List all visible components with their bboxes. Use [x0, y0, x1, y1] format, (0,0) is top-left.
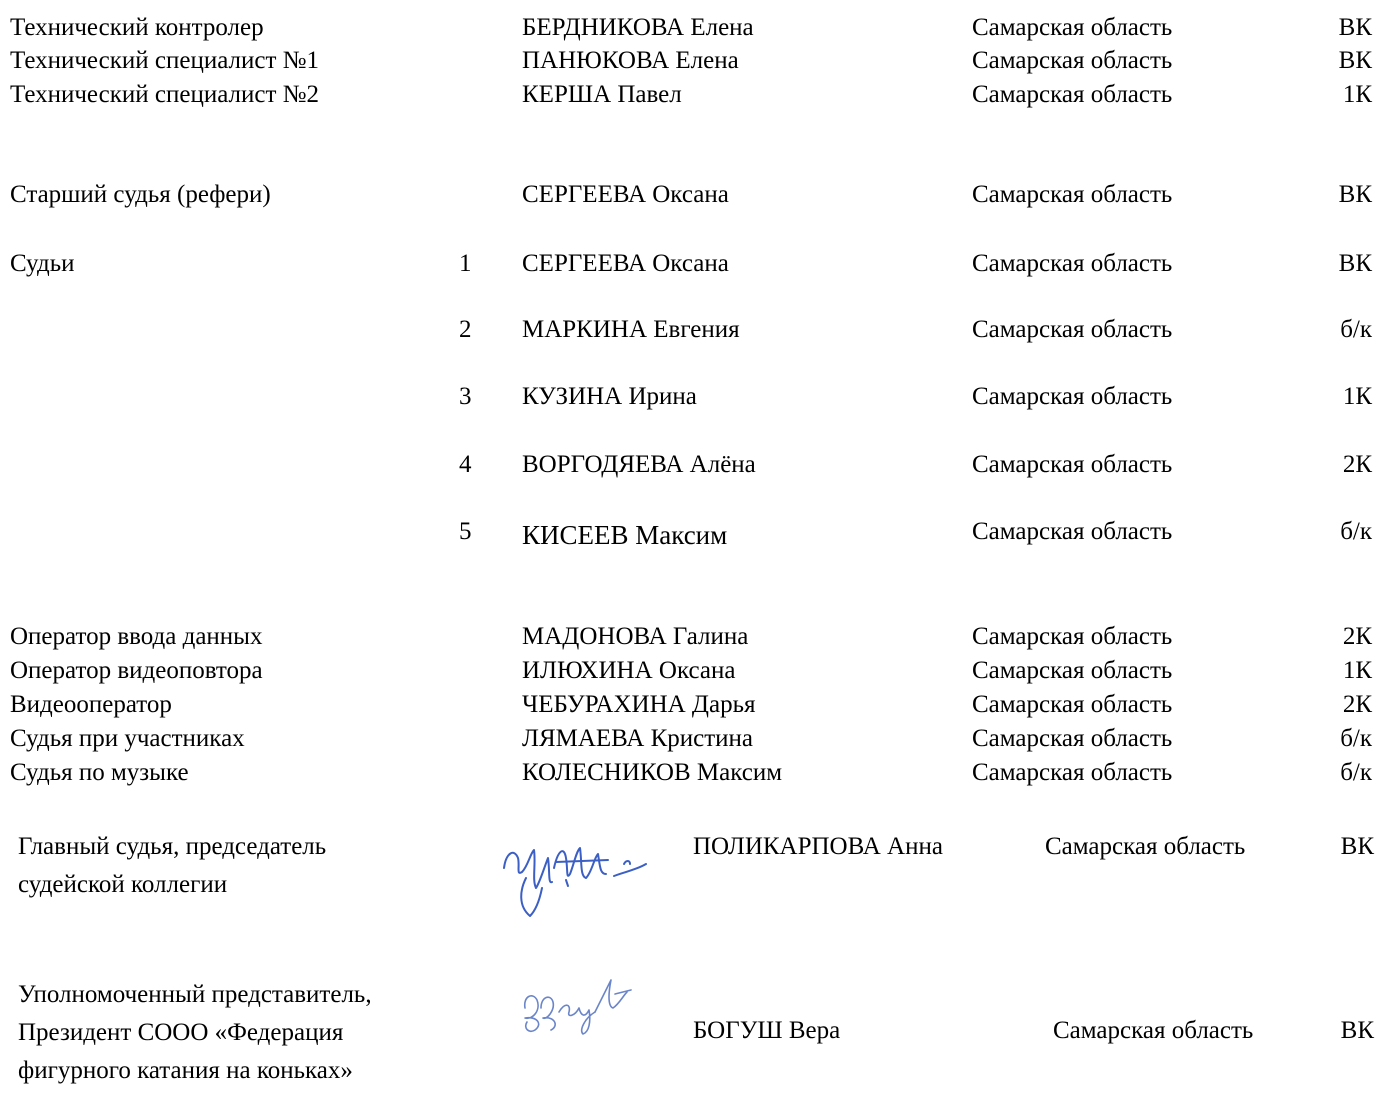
judge-row [0, 247, 1380, 281]
operator-row [0, 654, 1380, 688]
judge-number: 1 [459, 250, 472, 277]
role: Старший судья (рефери) [10, 181, 271, 208]
operator-row [0, 756, 1380, 790]
region: Самарская область [972, 181, 1173, 208]
person-name: КИСЕЕВ Максим [522, 520, 728, 550]
region: Самарская область [972, 691, 1173, 718]
rank: 1К [1342, 657, 1372, 684]
representative-signature [515, 968, 645, 1048]
region: Самарская область [972, 383, 1173, 410]
judge-number: 4 [459, 451, 472, 478]
region: Самарская область [972, 250, 1173, 277]
person-name: БЕРДНИКОВА Елена [522, 14, 754, 41]
region: Самарская область [972, 725, 1173, 752]
role-line: судейской коллегии [18, 871, 228, 898]
region: Самарская область [972, 451, 1173, 478]
official-row [0, 11, 1380, 45]
rank: б/к [1340, 725, 1372, 752]
person-name: ЛЯМАЕВА Кристина [522, 725, 754, 752]
role-line: фигурного катания на коньках» [18, 1057, 353, 1084]
judge-number: 5 [459, 518, 472, 545]
judge-row [0, 313, 1380, 347]
person-name: КЕРША Павел [522, 81, 682, 108]
rank: ВК [1338, 47, 1372, 74]
rank: 1К [1342, 383, 1372, 410]
official-row [0, 44, 1380, 78]
judges-label: Судьи [10, 250, 75, 277]
referee-row [0, 178, 1380, 212]
rank: б/к [1340, 316, 1372, 343]
operator-row [0, 620, 1380, 654]
representative-block [0, 976, 1380, 1106]
person-name: БОГУШ Вера [693, 1017, 841, 1044]
role: Технический специалист №1 [10, 47, 320, 74]
rank: ВК [1338, 14, 1372, 41]
judge-row [0, 515, 1380, 549]
person-name: ПАНЮКОВА Елена [522, 47, 739, 74]
judge-number: 3 [459, 383, 472, 410]
role: Технический контролер [10, 14, 264, 41]
role: Видеооператор [10, 691, 172, 718]
region: Самарская область [1053, 1017, 1254, 1044]
region: Самарская область [972, 518, 1173, 545]
role: Судья при участниках [10, 725, 245, 752]
region: Самарская область [1045, 833, 1246, 860]
role-line: Президент СООО «Федерация [18, 1019, 344, 1046]
person-name: СЕРГЕЕВА Оксана [522, 181, 729, 208]
region: Самарская область [972, 657, 1173, 684]
person-name: МАДОНОВА Галина [522, 623, 749, 650]
judge-row [0, 380, 1380, 414]
rank: 2К [1342, 623, 1372, 650]
operator-row [0, 688, 1380, 722]
person-name: СЕРГЕЕВА Оксана [522, 250, 729, 277]
role: Технический специалист №2 [10, 81, 320, 108]
rank: 2К [1342, 451, 1372, 478]
role: Судья по музыке [10, 759, 189, 786]
rank: ВК [1340, 1017, 1374, 1044]
operator-row [0, 722, 1380, 756]
chief-judge-signature [496, 828, 656, 928]
rank: 1К [1342, 81, 1372, 108]
region: Самарская область [972, 14, 1173, 41]
person-name: ПОЛИКАРПОВА Анна [693, 833, 943, 860]
region: Самарская область [972, 316, 1173, 343]
person-name: ЧЕБУРАХИНА Дарья [522, 691, 756, 718]
region: Самарская область [972, 47, 1173, 74]
person-name: ВОРГОДЯЕВА Алёна [522, 451, 756, 478]
person-name: МАРКИНА Евгения [522, 316, 740, 343]
role: Оператор видеоповтора [10, 657, 263, 684]
rank: ВК [1340, 833, 1374, 860]
rank: 2К [1342, 691, 1372, 718]
role-line: Главный судья, председатель [18, 833, 327, 860]
judge-number: 2 [459, 316, 472, 343]
person-name: КОЛЕСНИКОВ Максим [522, 759, 783, 786]
rank: ВК [1338, 250, 1372, 277]
rank: б/к [1340, 759, 1372, 786]
region: Самарская область [972, 759, 1173, 786]
judge-row [0, 448, 1380, 482]
chief-judge-block [0, 828, 1380, 938]
rank: ВК [1338, 181, 1372, 208]
official-row [0, 78, 1380, 112]
region: Самарская область [972, 81, 1173, 108]
region: Самарская область [972, 623, 1173, 650]
rank: б/к [1340, 518, 1372, 545]
role-line: Уполномоченный представитель, [18, 981, 372, 1008]
person-name: ИЛЮХИНА Оксана [522, 657, 736, 684]
role: Оператор ввода данных [10, 623, 263, 650]
person-name: КУЗИНА Ирина [522, 383, 697, 410]
